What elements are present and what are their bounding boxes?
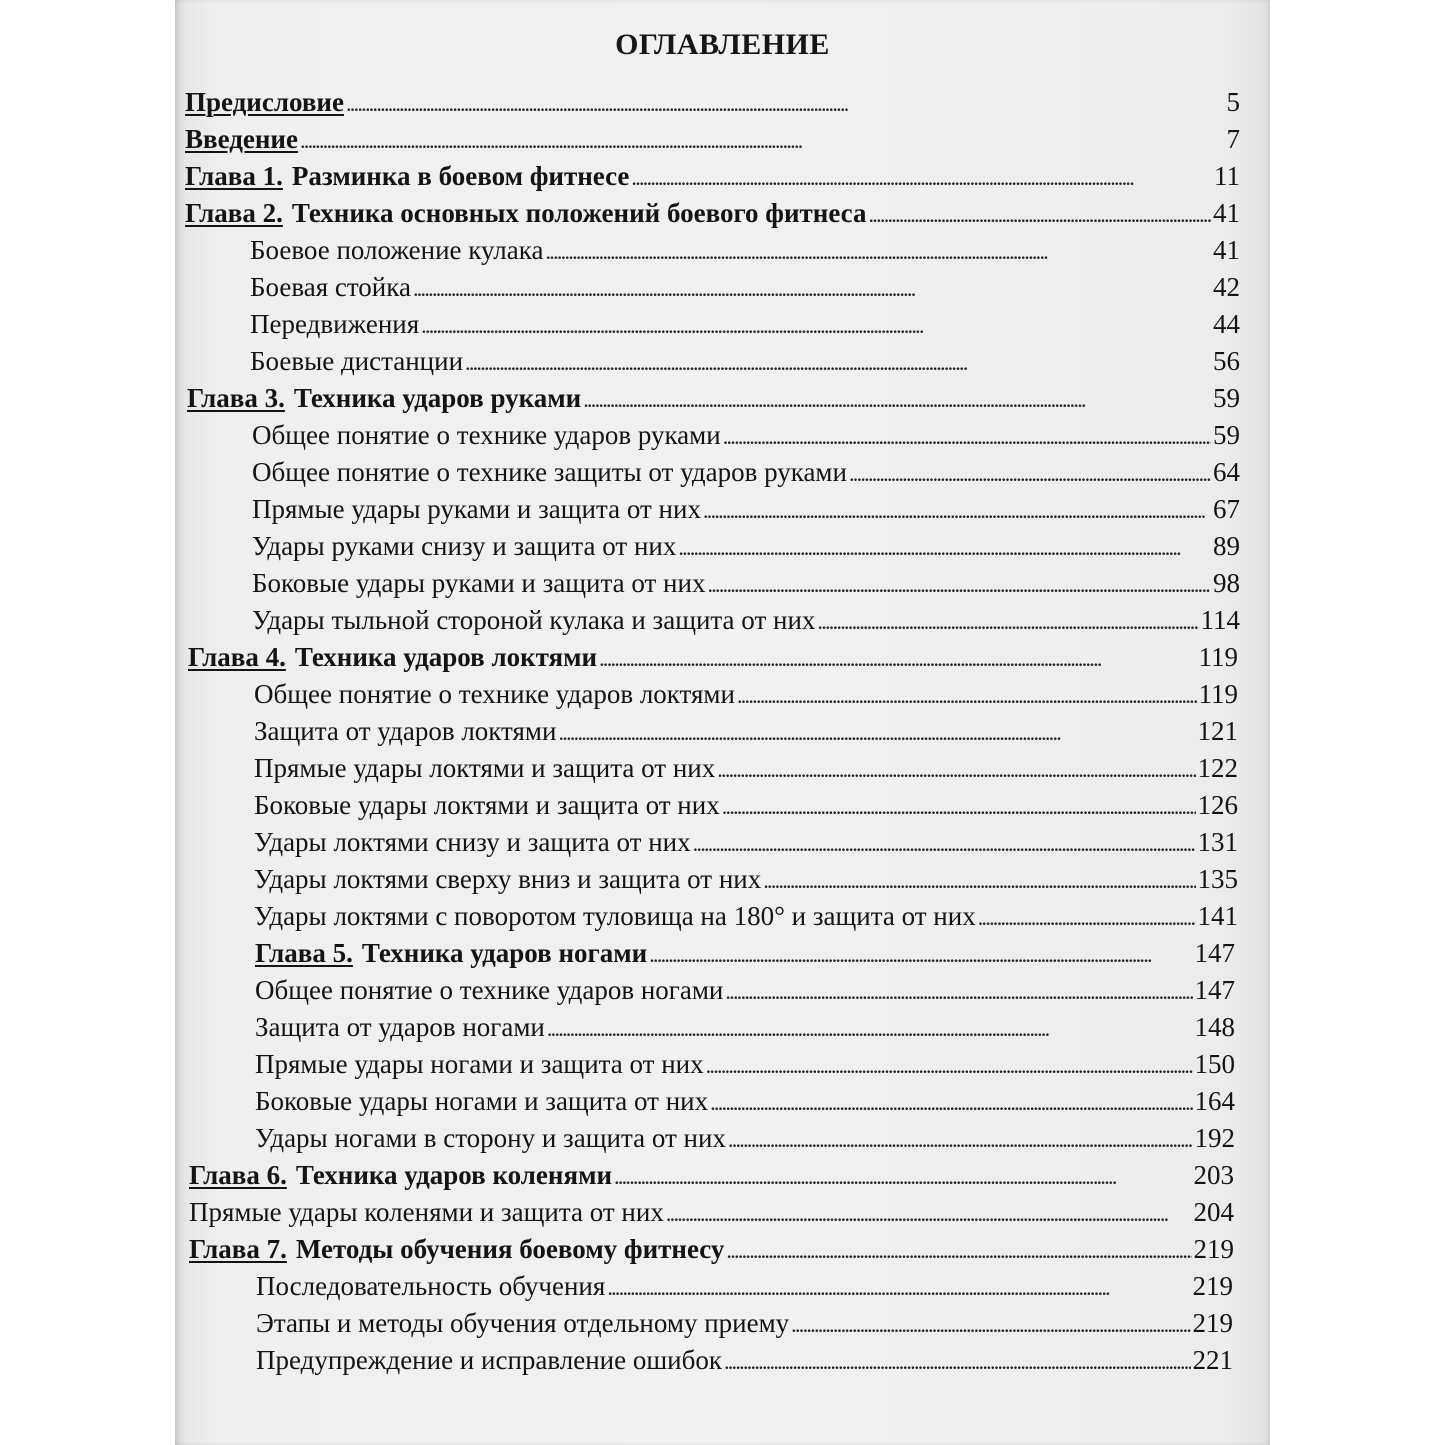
page-number: 98 — [1213, 568, 1240, 598]
entry-title: Разминка в боевом фитнесе — [291, 161, 630, 191]
chapter-number: Глава 7. — [189, 1234, 287, 1264]
toc-section-entry — [256, 1271, 1233, 1307]
page-number: 67 — [1213, 494, 1240, 524]
dot-leader — [599, 642, 1196, 673]
dot-leader — [703, 494, 1211, 525]
entry-title: Общее понятие о технике ударов руками — [252, 420, 721, 450]
entry-title: Прямые удары коленями и защита от них — [189, 1197, 664, 1227]
toc-section-entry — [254, 753, 1238, 789]
dot-leader — [737, 679, 1197, 710]
entry-title: Последовательность обучения — [256, 1271, 606, 1301]
chapter-number: Глава 5. — [255, 938, 353, 968]
page-number: 221 — [1192, 1345, 1233, 1375]
page-number: 204 — [1193, 1197, 1234, 1227]
chapter-number: Глава 4. — [188, 642, 286, 672]
dot-leader — [725, 975, 1192, 1006]
toc-section-entry — [254, 901, 1238, 937]
dot-leader — [728, 1123, 1193, 1154]
entry-title: Боковые удары руками и защита от них — [252, 568, 706, 598]
dot-leader — [724, 1345, 1191, 1376]
entry-title: Защита от ударов локтями — [254, 716, 557, 746]
entry-title: Боевое положение кулака — [250, 235, 544, 265]
toc-section-entry — [254, 790, 1238, 826]
page-number: 126 — [1197, 790, 1238, 820]
toc-section-entry — [252, 457, 1240, 493]
page-number: 131 — [1197, 827, 1238, 857]
page-number: 219 — [1192, 1308, 1233, 1338]
entry-title: Боевая стойка — [250, 272, 411, 302]
entry-title: Введение — [185, 124, 298, 154]
page-number: 119 — [1198, 642, 1238, 672]
dot-leader — [722, 790, 1196, 821]
toc-section-entry — [255, 1123, 1235, 1159]
dot-leader — [717, 753, 1195, 784]
toc-section-entry — [252, 494, 1240, 530]
toc-section-entry — [252, 531, 1240, 567]
chapter-number: Глава 6. — [189, 1160, 287, 1190]
page-number: 147 — [1194, 975, 1235, 1005]
entry-title: Предупреждение и исправление ошибок — [256, 1345, 722, 1375]
toc-chapter-entry — [188, 642, 1238, 678]
dot-leader — [706, 1049, 1193, 1080]
toc-section-entry — [255, 1086, 1235, 1122]
page-number: 122 — [1197, 753, 1238, 783]
toc-chapter-entry — [187, 383, 1240, 419]
page-number: 59 — [1213, 420, 1240, 450]
page-number: 164 — [1194, 1086, 1235, 1116]
dot-leader — [631, 161, 1212, 192]
page-number: 7 — [1226, 124, 1240, 154]
page-number: 56 — [1213, 346, 1240, 376]
toc-section-entry — [250, 272, 1240, 308]
toc-section-entry — [252, 420, 1240, 456]
toc-section-entry — [250, 235, 1240, 271]
entry-title: Защита от ударов ногами — [255, 1012, 545, 1042]
page-number: 89 — [1213, 531, 1240, 561]
toc-chapter-entry — [255, 938, 1235, 974]
entry-title: Техника основных положений боевого фитнеса — [291, 198, 867, 228]
toc-section-entry — [255, 1012, 1235, 1048]
entry-title: Этапы и методы обучения отдельному приему — [256, 1308, 790, 1338]
toc-chapter-entry — [185, 198, 1240, 234]
page-number: 203 — [1193, 1160, 1234, 1190]
dot-leader — [869, 198, 1212, 229]
dot-leader — [693, 827, 1196, 858]
toc-chapter-entry — [185, 124, 1240, 160]
toc-chapter-entry — [185, 87, 1240, 123]
dot-leader — [723, 420, 1211, 451]
entry-title: Боковые удары ногами и защита от них — [255, 1086, 709, 1116]
page-number: 44 — [1213, 309, 1240, 339]
entry-title: Удары ногами в сторону и защита от них — [255, 1123, 726, 1153]
chapter-number: Глава 3. — [187, 383, 285, 413]
page-number: 64 — [1213, 457, 1240, 487]
toc-section-entry — [254, 679, 1238, 715]
dot-leader — [545, 235, 1211, 266]
entry-title: Прямые удары локтями и защита от них — [254, 753, 716, 783]
toc-section-entry — [255, 1049, 1235, 1085]
toc-chapter-entry — [185, 161, 1240, 197]
page-number: 114 — [1200, 605, 1240, 635]
entry-title: Техника ударов локтями — [294, 642, 598, 672]
entry-title: Методы обучения боевому фитнесу — [295, 1234, 725, 1264]
entry-title: Прямые удары руками и защита от них — [252, 494, 701, 524]
dot-leader — [710, 1086, 1192, 1117]
dot-leader — [547, 1012, 1193, 1043]
page-number: 219 — [1192, 1271, 1233, 1301]
dot-leader — [614, 1160, 1191, 1191]
dot-leader — [300, 124, 1225, 155]
page-number: 5 — [1226, 87, 1240, 117]
dot-leader — [817, 605, 1198, 636]
toc-section-entry — [189, 1197, 1234, 1233]
entry-title: Техника ударов руками — [293, 383, 582, 413]
toc-section-entry — [250, 346, 1240, 382]
toc-section-entry — [255, 975, 1235, 1011]
page-number: 135 — [1197, 864, 1238, 894]
page-number: 41 — [1213, 235, 1240, 265]
dot-leader — [649, 938, 1192, 969]
entry-title: Удары локтями снизу и защита от них — [254, 827, 691, 857]
page-number: 148 — [1194, 1012, 1235, 1042]
entry-title: Удары локтями с поворотом туловища на 180° и защита от них — [254, 901, 976, 931]
toc-chapter-entry — [189, 1234, 1234, 1270]
dot-leader — [707, 568, 1211, 599]
dot-leader — [666, 1197, 1192, 1228]
entry-title: Общее понятие о технике ударов локтями — [254, 679, 735, 709]
entry-title: Удары тыльной стороной кулака и защита от них — [252, 605, 816, 635]
toc-section-entry — [254, 864, 1238, 900]
dot-leader — [791, 1308, 1190, 1339]
dot-leader — [726, 1234, 1191, 1265]
dot-leader — [849, 457, 1211, 488]
dot-leader — [583, 383, 1211, 414]
entry-title: Боевые дистанции — [250, 346, 464, 376]
dot-leader — [421, 309, 1211, 340]
page-number: 141 — [1197, 901, 1238, 931]
entry-title: Общее понятие о технике ударов ногами — [255, 975, 724, 1005]
dot-leader — [763, 864, 1195, 895]
page-number: 121 — [1197, 716, 1238, 746]
page-number: 150 — [1194, 1049, 1235, 1079]
toc-section-entry — [252, 605, 1240, 641]
entry-title: Удары локтями сверху вниз и защита от них — [254, 864, 762, 894]
toc-section-entry — [250, 309, 1240, 345]
chapter-number: Глава 1. — [185, 161, 283, 191]
toc-section-entry — [252, 568, 1240, 604]
page-number: 59 — [1213, 383, 1240, 413]
entry-title: Передвижения — [250, 309, 420, 339]
dot-leader — [465, 346, 1211, 377]
entry-title: Общее понятие о технике защиты от ударов руками — [252, 457, 847, 487]
page-number: 147 — [1194, 938, 1235, 968]
chapter-number: Глава 2. — [185, 198, 283, 228]
dot-leader — [978, 901, 1196, 932]
entry-title: Предисловие — [185, 87, 344, 117]
toc-section-entry — [256, 1308, 1233, 1344]
toc-section-entry — [254, 827, 1238, 863]
toc-section-entry — [254, 716, 1238, 752]
dot-leader — [346, 87, 1225, 118]
entry-title: Боковые удары локтями и защита от них — [254, 790, 720, 820]
entry-title: Техника ударов ногами — [361, 938, 648, 968]
page-number: 192 — [1194, 1123, 1235, 1153]
dot-leader — [607, 1271, 1190, 1302]
dot-leader — [558, 716, 1195, 747]
page-number: 41 — [1213, 198, 1240, 228]
dot-leader — [413, 272, 1211, 303]
toc-chapter-entry — [189, 1160, 1234, 1196]
toc-heading: ОГЛАВЛЕНИЕ — [615, 28, 830, 61]
entry-title: Удары руками снизу и защита от них — [252, 531, 677, 561]
entry-title: Прямые удары ногами и защита от них — [255, 1049, 704, 1079]
page-number: 42 — [1213, 272, 1240, 302]
dot-leader — [678, 531, 1211, 562]
page-number: 11 — [1214, 161, 1240, 191]
page-number: 119 — [1198, 679, 1238, 709]
page-number: 219 — [1193, 1234, 1234, 1264]
toc-section-entry — [256, 1345, 1233, 1381]
entry-title: Техника ударов коленями — [295, 1160, 613, 1190]
